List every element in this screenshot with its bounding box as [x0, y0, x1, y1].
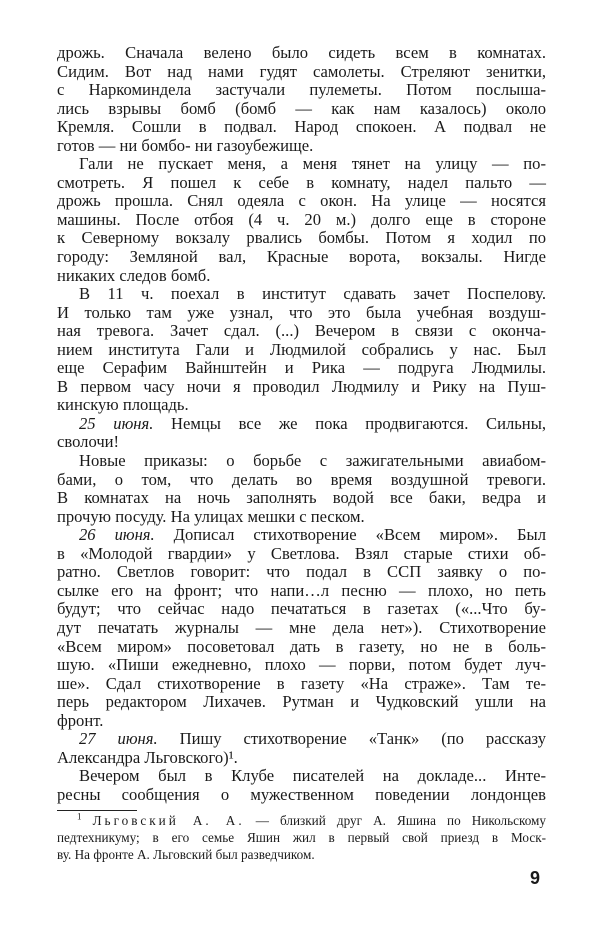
text-line: [57, 767, 546, 786]
text-line: [57, 396, 546, 415]
line-text: дрожь прошла. Снял одеяла с окон. На улице — носятся: [57, 191, 546, 211]
text-line: [57, 675, 546, 694]
text-line: [57, 137, 546, 156]
line-text: фронт.: [57, 710, 104, 730]
line-text: Новые приказы: о борьбе с зажигательными авиабом-: [79, 451, 546, 471]
line-text: «Всем миром» посоветовал дать в газету, но не в боль-: [57, 636, 546, 656]
text-line: [57, 471, 546, 490]
line-text: кинскую площадь.: [57, 395, 189, 415]
text-line: [57, 749, 546, 768]
text-line: [57, 322, 546, 341]
footnote-name: Льговский А. А.: [92, 813, 245, 828]
text-line: [57, 712, 546, 731]
text-line: [57, 600, 546, 619]
text-line: [57, 341, 546, 360]
line-text: смотреть. Я пошел к себе в комнату, надел пальто —: [57, 172, 546, 192]
footnote-text: — близкий друг А. Яшина по Никольскому: [244, 813, 546, 828]
text-line: [57, 248, 546, 267]
line-text: дут печатать журналы — мне дела нет»). Стихотворение: [57, 617, 546, 637]
text-line: [57, 378, 546, 397]
line-text: И только там уже узнал, что это была учебная воздуш-: [57, 302, 546, 322]
footnote-line: педтехникуму; в его семье Яшин жил в первый свой приезд в Моск-: [57, 830, 546, 845]
text-line: [57, 211, 546, 230]
text-line: [57, 155, 546, 174]
text-line: [57, 489, 546, 508]
line-text: с Наркоминдела застучали пулеметы. Потом послыша-: [57, 80, 546, 100]
footnote-line: [57, 812, 546, 829]
line-text: городу: Земляной вал, Красные ворота, вокзалы. Нигде: [57, 247, 546, 267]
text-line: [57, 44, 546, 63]
line-text: Немцы все же пока продвигаются. Сильны,: [153, 413, 546, 433]
line-text: Кремля. Сошли в подвал. Народ спокоен. А подвал не: [57, 117, 546, 137]
line-text: Вечером был в Клубе писателей на докладе... Инте-: [79, 766, 546, 786]
text-line: [57, 730, 546, 749]
text-line: [57, 656, 546, 675]
text-line: [57, 174, 546, 193]
text-line: [57, 118, 546, 137]
line-text: В первом часу ночи я проводил Людмилу и Рику на Пуш-: [57, 376, 546, 396]
footnote: [57, 812, 546, 863]
text-line: [57, 285, 546, 304]
line-text: шую. «Пиши ежедневно, плохо — порви, потом будет луч-: [57, 655, 546, 675]
line-text: будут; что сейчас надо печататься в газетах («...Что бу-: [57, 599, 546, 619]
line-text: лись взрывы бомб (бомб — как нам казалось) около: [57, 98, 546, 118]
text-line: [57, 192, 546, 211]
text-line: [57, 508, 546, 527]
text-line: [57, 582, 546, 601]
line-text: В 11 ч. поехал в институт сдавать зачет Поспелову.: [79, 284, 546, 304]
text-line: [57, 786, 546, 805]
footnote-divider: [57, 810, 137, 811]
line-text: ная тревога. Зачет сдал. (...) Вечером в связи с оконча-: [57, 321, 546, 341]
line-text: прочую посуду. На улицах мешки с песком.: [57, 506, 365, 526]
text-line: [57, 229, 546, 248]
text-line: [57, 638, 546, 657]
line-text: Пишу стихотворение «Танк» (по рассказу: [157, 729, 546, 749]
line-text: Гали не пускает меня, а меня тянет на улицу — по-: [79, 154, 546, 174]
line-text: нием института Гали и Людмилой собрались у нас. Был: [57, 339, 546, 359]
text-line: [57, 267, 546, 286]
text-line: [57, 619, 546, 638]
text-line: [57, 63, 546, 82]
body-text: [57, 44, 546, 804]
footnote-marker: 1: [77, 811, 82, 822]
footnote-line: ву. На фронте А. Льговский был разведчиком.: [57, 847, 315, 862]
line-text: перь редактором Лихачев. Рутман и Чудковский ушли на: [57, 692, 546, 712]
line-text: бами, о том, что делать во время воздушной тревоги.: [57, 469, 546, 489]
text-line: [57, 433, 546, 452]
text-line: [57, 545, 546, 564]
text-line: [57, 452, 546, 471]
text-line: [57, 359, 546, 378]
text-line: [57, 81, 546, 100]
line-text: готов — ни бомбо- ни газоубежище.: [57, 135, 314, 155]
line-text: машины. После отбоя (4 ч. 20 м.) долго еще в стороне: [57, 209, 546, 229]
text-line: [57, 526, 546, 545]
text-line: [57, 693, 546, 712]
line-text: ресны сообщения о мужественном поведении лондонцев: [57, 784, 546, 804]
line-text: сволочи!: [57, 432, 120, 452]
line-text: в «Молодой гвардии» у Светлова. Взял старые стихи об-: [57, 543, 546, 563]
line-text: никаких следов бомб.: [57, 265, 211, 285]
text-line: [57, 304, 546, 323]
line-text: ше». Сдал стихотворение в газету «На страже». Там те-: [57, 673, 546, 693]
text-line: [57, 100, 546, 119]
line-text: сылке его на фронт; что напи…л песню — плохо, но петь: [57, 580, 546, 600]
text-line: [57, 415, 546, 434]
page-number: 9: [530, 868, 541, 888]
entry-date: 26 июня.: [79, 525, 155, 545]
text-line: [57, 563, 546, 582]
entry-date: 27 июня.: [79, 729, 158, 749]
line-text: Александра Льговского)¹.: [57, 747, 238, 767]
line-text: ратно. Светлов говорит: что подал в ССП заявку о по-: [57, 562, 546, 582]
line-text: еще Серафим Вайнштейн и Рика — подруга Людмилы.: [57, 358, 546, 378]
line-text: к Северному вокзалу рвались бомбы. Потом я ходил по: [57, 228, 546, 248]
line-text: дрожь. Сначала велено было сидеть всем в комнатах.: [57, 43, 546, 62]
entry-date: 25 июня.: [79, 413, 154, 433]
line-text: В комнатах на ночь заполнять водой все баки, ведра и: [57, 488, 546, 508]
line-text: Дописал стихотворение «Всем миром». Был: [154, 525, 546, 545]
line-text: Сидим. Вот над нами гудят самолеты. Стреляют зенитки,: [57, 61, 546, 81]
